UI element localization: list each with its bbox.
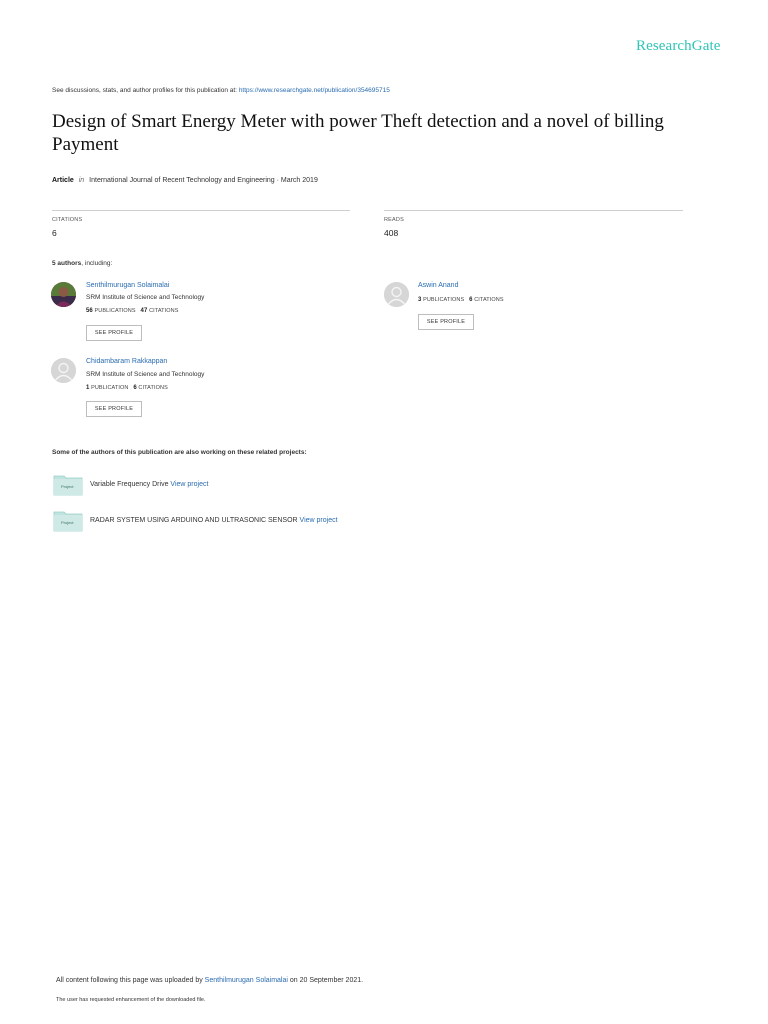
project-entry [90, 517, 338, 524]
avatar[interactable] [51, 358, 76, 383]
citations-label: CITATIONS [149, 308, 179, 314]
projects-heading: Some of the authors of this publication are also working on these related projects: [52, 449, 307, 456]
project-icon-label: Project [61, 520, 74, 525]
author-stats [86, 308, 178, 314]
see-discussions-text: See discussions, stats, and author profiles for this publication at: [52, 87, 237, 94]
project-folder-icon [53, 474, 83, 496]
publication-url-link[interactable]: https://www.researchgate.net/publication/354695715 [238, 87, 390, 94]
default-user-icon [51, 358, 76, 383]
upload-prefix: All content following this page was uploaded by [56, 977, 203, 984]
publications-label: PUBLICATIONS [423, 297, 465, 303]
upload-suffix: on 20 September 2021. [289, 977, 364, 984]
upload-note [56, 977, 363, 984]
project-name: RADAR SYSTEM USING ARDUINO AND ULTRASONIC SENSOR [90, 517, 298, 524]
project-folder-icon [53, 510, 83, 532]
reads-value: 408 [384, 228, 399, 238]
in-word: in [78, 177, 85, 184]
citations-count: 47 [140, 308, 148, 314]
author-name-link[interactable]: Chidambaram Rakkappan [86, 358, 168, 365]
journal-name: International Journal of Recent Technology and Engineering · March 2019 [89, 177, 318, 184]
article-type: Article [52, 177, 74, 184]
see-profile-button[interactable]: SEE PROFILE [418, 314, 474, 330]
enhancement-note: The user has requested enhancement of the downloaded file. [56, 997, 206, 1003]
project-name: Variable Frequency Drive [90, 481, 169, 488]
view-project-link[interactable]: View project [170, 481, 209, 488]
reads-label: READS [384, 217, 404, 223]
author-institution: SRM Institute of Science and Technology [86, 371, 205, 378]
uploader-link[interactable]: Senthilmurugan Solaimalai [204, 977, 288, 984]
see-profile-button[interactable]: SEE PROFILE [86, 401, 142, 417]
author-name-link[interactable]: Aswin Anand [418, 282, 459, 289]
publications-count: 3 [418, 297, 422, 303]
author-stats [86, 385, 168, 391]
see-profile-button[interactable]: SEE PROFILE [86, 325, 142, 341]
citations-divider [52, 210, 350, 211]
default-user-icon [384, 282, 409, 307]
citations-label: CITATIONS [138, 385, 168, 391]
citations-count: 6 [469, 297, 473, 303]
avatar[interactable] [51, 282, 76, 307]
authors-suffix: , including: [81, 260, 113, 267]
researchgate-logo[interactable]: ResearchGate [636, 38, 721, 54]
publications-label: PUBLICATIONS [94, 308, 136, 314]
authors-count: 5 authors [52, 260, 82, 267]
discussion-link-line [52, 87, 390, 94]
authors-heading [52, 260, 112, 267]
author-stats [418, 297, 504, 303]
project-icon-label: Project [61, 484, 74, 489]
publications-label: PUBLICATION [91, 385, 129, 391]
citations-label: CITATIONS [52, 217, 83, 223]
citations-label: CITATIONS [474, 297, 504, 303]
citations-value: 6 [52, 228, 57, 238]
author-photo-icon [51, 282, 76, 307]
publication-title: Design of Smart Energy Meter with power Theft detection and a novel of billing Payment [52, 111, 664, 155]
publications-count: 56 [86, 308, 93, 314]
view-project-link[interactable]: View project [299, 517, 338, 524]
avatar[interactable] [384, 282, 409, 307]
publication-meta [52, 177, 318, 184]
author-name-link[interactable]: Senthilmurugan Solaimalai [86, 282, 170, 289]
publications-count: 1 [86, 385, 90, 391]
citations-count: 6 [133, 385, 137, 391]
author-institution: SRM Institute of Science and Technology [86, 294, 205, 301]
project-entry [90, 481, 208, 488]
reads-divider [384, 210, 683, 211]
